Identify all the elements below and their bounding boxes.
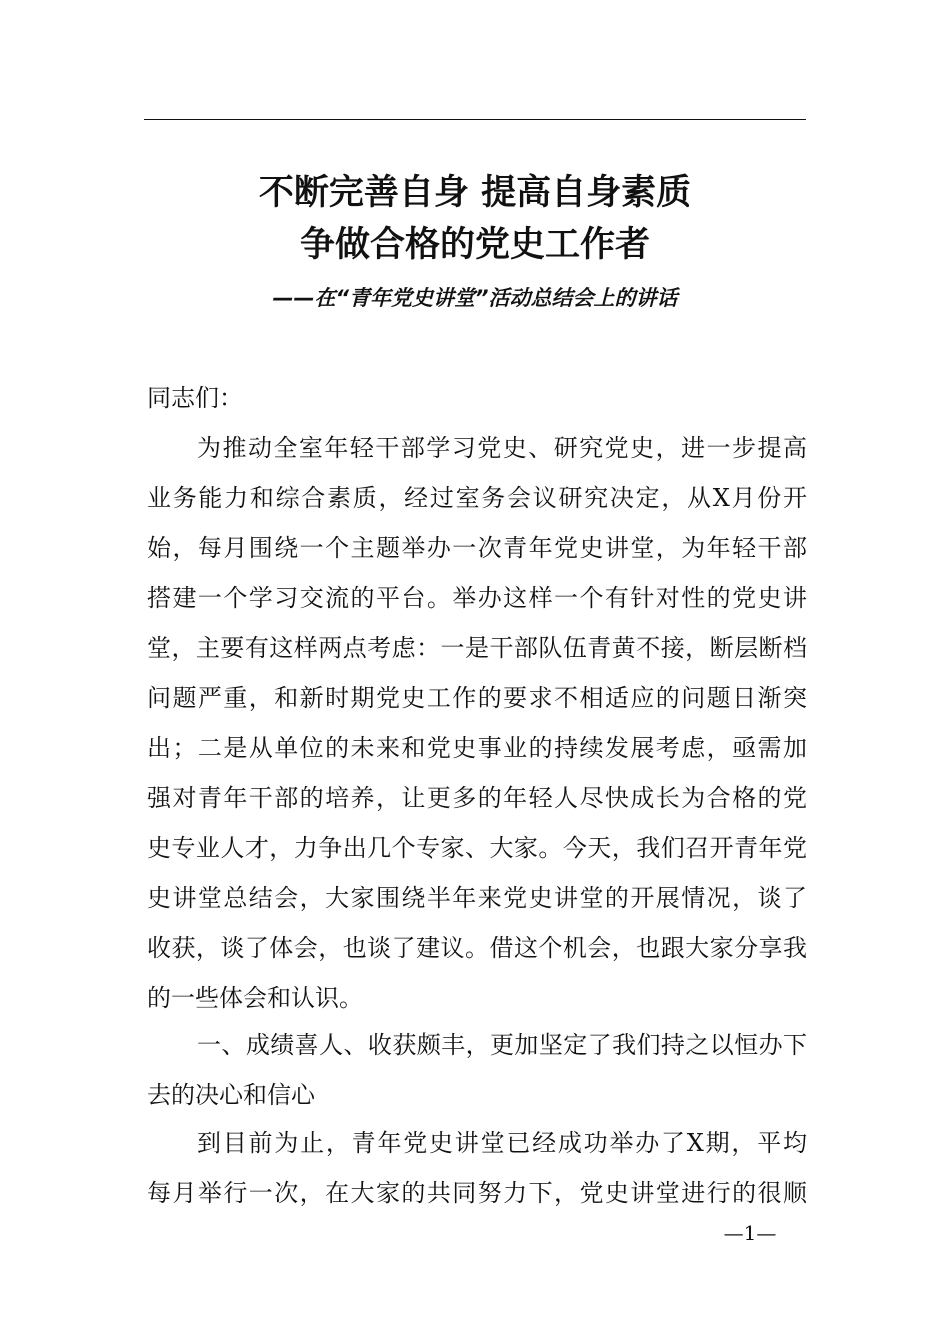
paragraph-2-line: 每月举行一次，在大家的共同努力下，党史讲堂进行的很顺: [147, 1179, 807, 1207]
paragraph-1-line: 史专业人才，力争出几个专家、大家。今天，我们召开青年党: [147, 834, 807, 862]
document-title-line-1: 不断完善自身 提高自身素质: [258, 173, 692, 213]
page-number: —1—: [723, 1221, 777, 1245]
paragraph-1-line: 为推动全室年轻干部学习党史、研究党史，进一步提高: [197, 434, 807, 462]
paragraph-1-line: 强对青年干部的培养，让更多的年轻人尽快成长为合格的党: [147, 784, 807, 812]
document-title-line-2: 争做合格的党史工作者: [299, 225, 650, 265]
paragraph-1-line: 堂，主要有这样两点考虑：一是干部队伍青黄不接，断层断档: [147, 634, 807, 662]
header-rule: [144, 119, 806, 120]
salutation: 同志们：: [147, 384, 243, 412]
paragraph-1-line: 搭建一个学习交流的平台。举办这样一个有针对性的党史讲: [147, 584, 807, 612]
paragraph-1-line: 出；二是从单位的未来和党史事业的持续发展考虑，亟需加: [147, 734, 807, 762]
paragraph-1-line: 问题严重，和新时期党史工作的要求不相适应的问题日渐突: [147, 684, 807, 712]
paragraph-1-line: 史讲堂总结会，大家围绕半年来党史讲堂的开展情况，谈了: [147, 884, 807, 912]
section-heading-1-line: 去的决心和信心: [147, 1081, 315, 1109]
section-heading-1-line: 一、成绩喜人、收获颇丰，更加坚定了我们持之以恒办下: [197, 1031, 807, 1059]
document-subtitle: ——在“青年党史讲堂”活动总结会上的讲话: [272, 286, 678, 310]
paragraph-2-line: 到目前为止，青年党史讲堂已经成功举办了X期，平均: [197, 1129, 807, 1157]
paragraph-1-line: 收获，谈了体会，也谈了建议。借这个机会，也跟大家分享我: [147, 934, 807, 962]
paragraph-1-line: 业务能力和综合素质，经过室务会议研究决定，从X月份开: [147, 484, 807, 512]
paragraph-1-line: 的一些体会和认识。: [147, 984, 363, 1012]
paragraph-1-line: 始，每月围绕一个主题举办一次青年党史讲堂，为年轻干部: [147, 534, 807, 562]
